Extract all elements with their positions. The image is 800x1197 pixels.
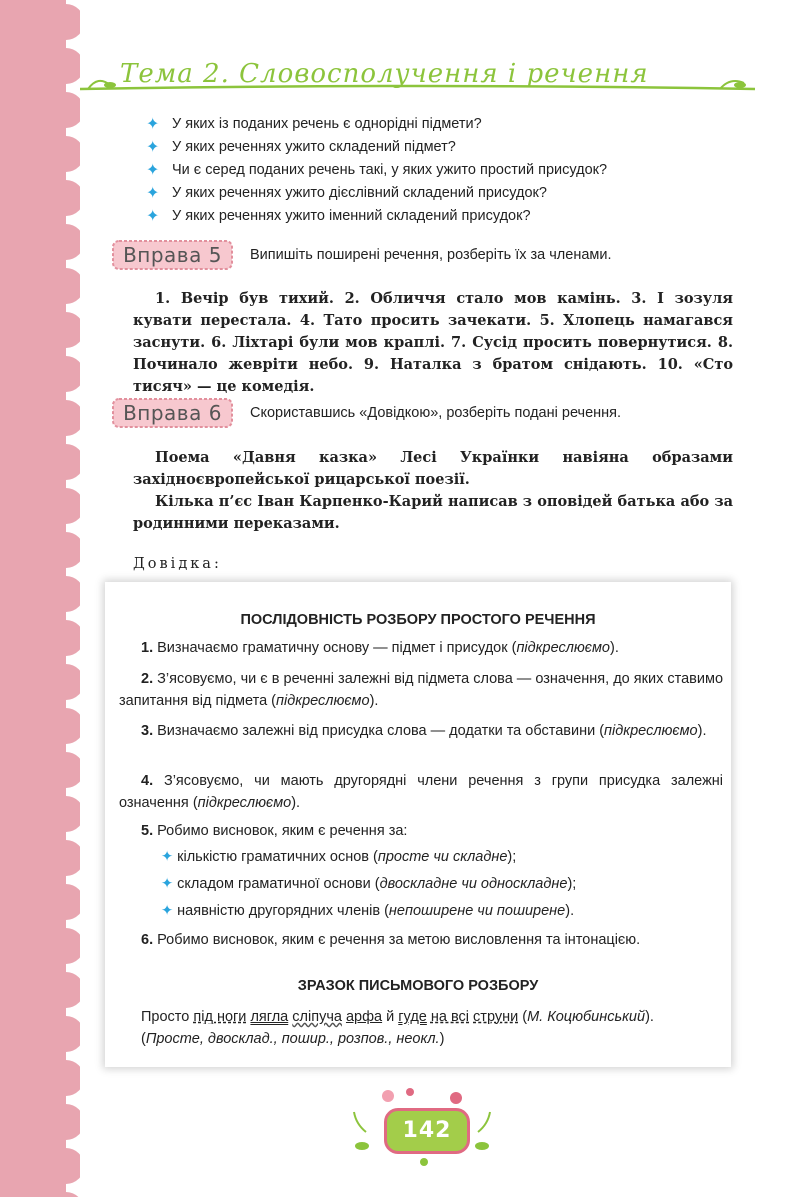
star-bullet-icon: ✦ (146, 115, 160, 133)
page-number: 142 (384, 1108, 470, 1154)
list-item: ✦ У яких реченнях ужито іменний складений присудок? (146, 207, 531, 225)
star-bullet-icon: ✦ (146, 138, 160, 156)
reference-step: 2. З’ясовуємо, чи є в реченні залежні від підмета слова — означення, до яких ставимо запитання від підмета (підкреслюємо). (119, 671, 724, 709)
sample-title: ЗРАЗОК ПИСЬМОВОГО РОЗБОРУ (297, 978, 539, 994)
star-bullet-icon: ✦ (161, 876, 174, 892)
page-number-badge (352, 1088, 492, 1168)
star-bullet-icon: ✦ (161, 849, 174, 865)
reference-substep: ✦ кількістю граматичних основ (просте чи складне); (161, 849, 517, 865)
reference-step: 1. Визначаємо граматичну основу — підмет і присудок (підкреслюємо). (141, 640, 619, 656)
reference-substep: ✦ наявністю другорядних членів (непоширене чи поширене). (161, 903, 575, 919)
reference-step: 6. Робимо висновок, яким є речення за метою висловлення та інтонацією. (141, 932, 641, 948)
exercise-5-badge: Вправа 5 (110, 238, 235, 272)
reference-label: Довідка: (133, 556, 222, 572)
reference-step: 5. Робимо висновок, яким є речення за: (141, 823, 408, 839)
exercise-5-task: Випишіть поширені речення, розберіть їх за членами. (250, 247, 612, 263)
reference-substep: ✦ складом граматичної основи (двоскладне чи односкладне); (161, 876, 577, 892)
exercise-5-text: 1. Вечір був тихий. 2. Обличчя стало мов камінь. 3. І зозуля кувати перестала. 4. Тато просить зачекати. 5. Хлопець намагався заснути. 6. Ліхтарі були мов краплі. 7. Сусід просить повернутися. 8. Починало жевріти небо. 9. Наталка з братом снідають. 10. «Сто тисяч» — це комедія. (133, 290, 733, 395)
star-bullet-icon: ✦ (146, 184, 160, 202)
exercise-6-paragraph-2: Кілька п’єс Іван Карпенко-Карий написав з оповідей батька або за родинними переказами. (133, 493, 733, 532)
decorative-side-strip (0, 0, 80, 1197)
star-bullet-icon: ✦ (146, 161, 160, 179)
reference-title: ПОСЛІДОВНІСТЬ РОЗБОРУ ПРОСТОГО РЕЧЕННЯ (240, 612, 596, 628)
reference-step: 4. З’ясовуємо, чи мають другорядні члени речення з групи присудка залежні означення (підкреслюємо). (119, 773, 723, 811)
exercise-6-task: Скориставшись «Довідкою», розберіть подані речення. (250, 405, 622, 421)
list-item: ✦ У яких реченнях ужито дієслівний складений присудок? (146, 184, 547, 202)
page-title: Тема 2. Словосполучення і речення (120, 59, 649, 89)
star-bullet-icon: ✦ (161, 903, 174, 919)
star-bullet-icon: ✦ (146, 207, 160, 225)
exercise-6-paragraph-1: Поема «Давня казка» Лесі Українки навіяна образами західноєвропейської рицарської поезії. (133, 449, 733, 488)
exercise-6-badge: Вправа 6 (110, 396, 235, 430)
list-item: ✦ Чи є серед поданих речень такі, у яких ужито простий присудок? (146, 161, 608, 179)
list-item: ✦ У яких реченнях ужито складений підмет? (146, 138, 456, 156)
sample-analysis: Просто під ноги лягла сліпуча арфа й гуде на всі струни (М. Коцюбинський). (Просте, двосклад., пошир., розпов., неокл.) (141, 1009, 654, 1047)
reference-box (105, 582, 731, 1067)
question-list (146, 112, 746, 227)
reference-step: 3. Визначаємо залежні від присудка слова — додатки та обставини (підкреслюємо). (141, 723, 707, 739)
list-item: ✦ У яких із поданих речень є однорідні підмети? (146, 115, 482, 133)
page-header (80, 55, 760, 105)
